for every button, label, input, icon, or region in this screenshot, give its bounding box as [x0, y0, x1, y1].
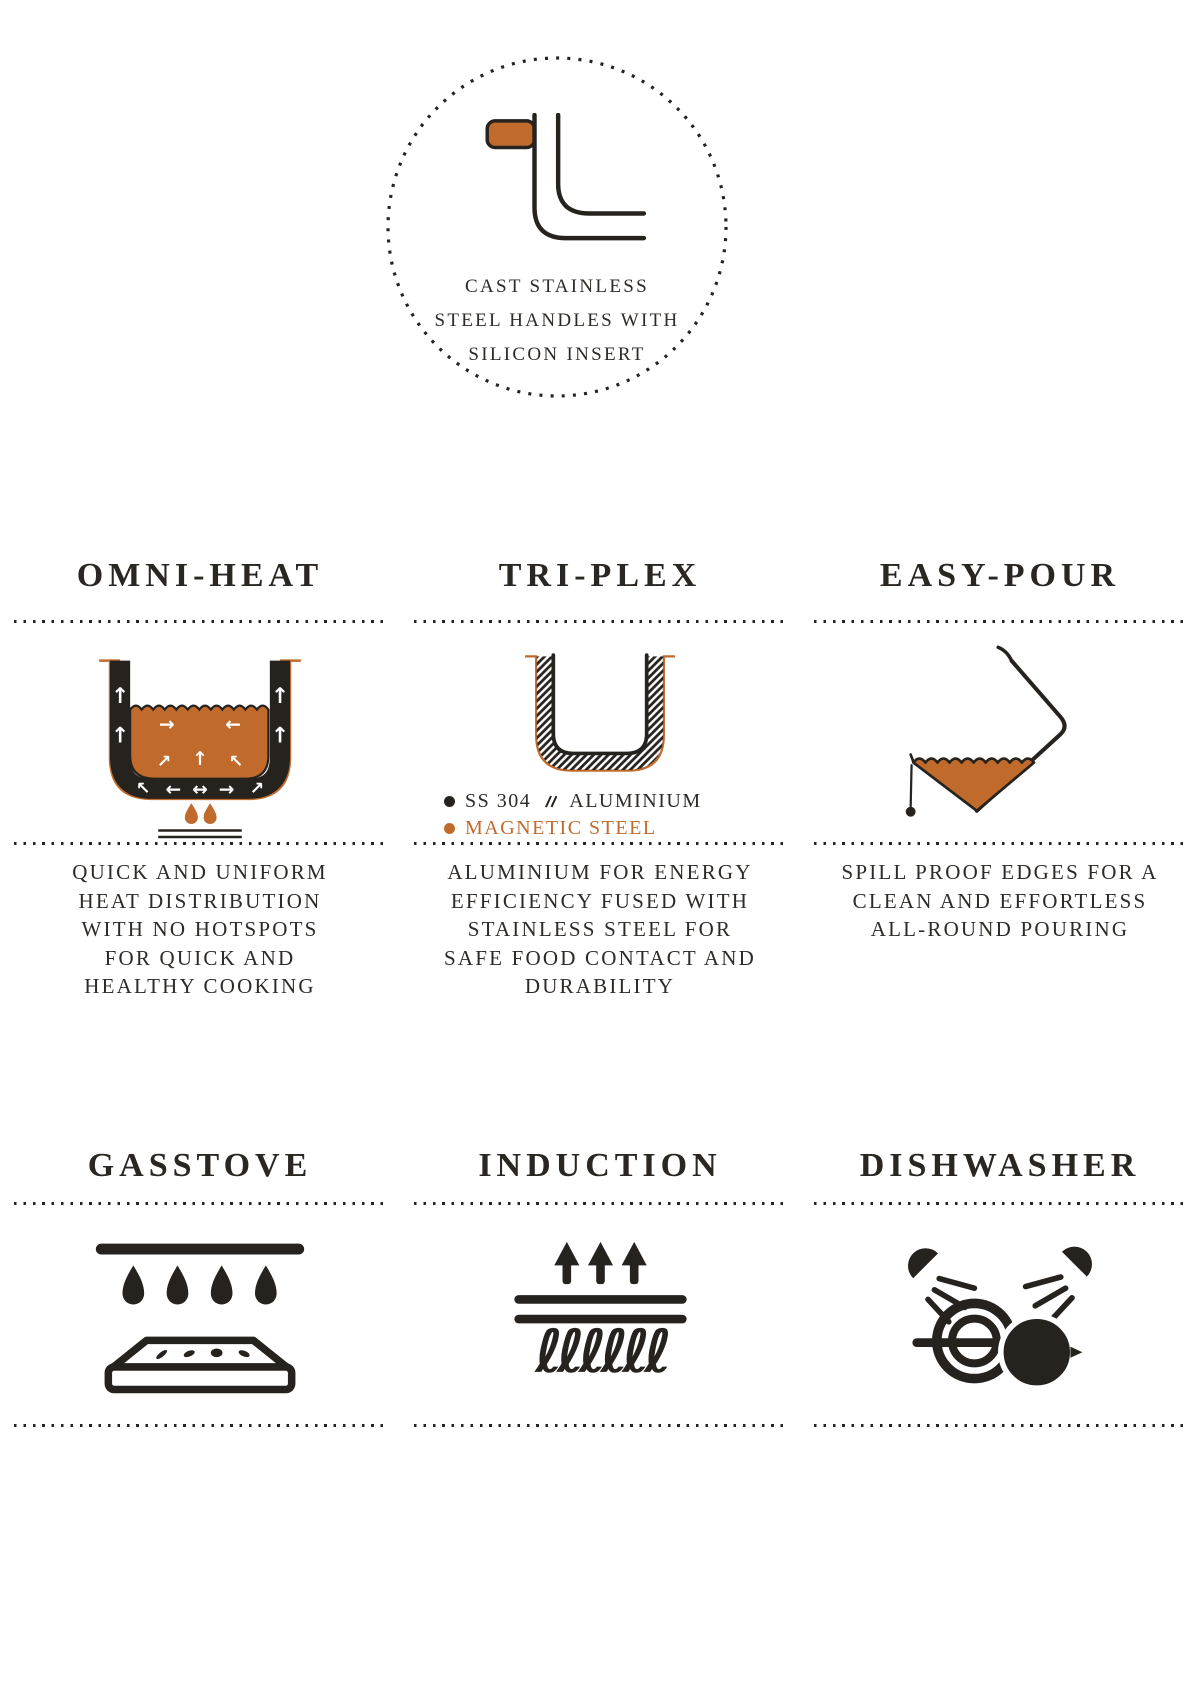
dotted-divider: [14, 842, 386, 845]
legend-label: ALUMINIUM: [569, 790, 702, 812]
description-line: QUICK AND UNIFORM: [72, 860, 328, 884]
svg-text:←: ←: [225, 714, 241, 736]
description-line: HEALTHY COOKING: [84, 974, 316, 998]
description-line: CLEAN AND EFFORTLESS: [852, 888, 1148, 913]
hero-caption-line: CAST STAINLESS: [465, 276, 649, 297]
hero-badge: [385, 55, 729, 399]
coil-loops: ℓℓℓℓℓℓ: [534, 1317, 666, 1387]
feature-induction: [400, 1146, 800, 1427]
plate-line: [514, 1295, 686, 1304]
right-spray-head: [1062, 1239, 1099, 1276]
left-spray-head: [901, 1241, 938, 1278]
feature-title-easy-pour: EASY-POUR: [879, 557, 1121, 594]
svg-text:↑: ↑: [192, 749, 208, 771]
hatch-mark-icon: [543, 795, 557, 808]
induction-coil-icon: [483, 1237, 718, 1394]
svg-text:←: ←: [165, 779, 182, 801]
feature-dishwasher: [800, 1146, 1200, 1427]
gas-burner-icon: [75, 1237, 325, 1412]
burner-top: [113, 1340, 286, 1367]
description-line: DURABILITY: [524, 974, 676, 998]
feature-omni-heat: [0, 556, 400, 1001]
description-line: SAFE FOOD CONTACT AND: [444, 945, 756, 970]
stove-lines: [158, 831, 242, 837]
tri-plex-pot-icon: [494, 649, 706, 778]
dotted-divider: [14, 1424, 386, 1427]
svg-text:→: →: [218, 779, 235, 801]
liquid-shape: [913, 759, 1034, 811]
flame-drops: [185, 803, 217, 824]
legend-ss-aluminium: [444, 788, 702, 815]
feature-title-induction: INDUCTION: [478, 1147, 722, 1184]
dotted-divider: [414, 1424, 786, 1427]
drip-line: [911, 765, 912, 806]
plate-solid: [1001, 1316, 1073, 1388]
hero-caption-line: SILICON INSERT: [468, 344, 646, 365]
feature-description: [72, 858, 328, 1001]
feature-tri-plex: [400, 556, 800, 1001]
features-row-2: [0, 1146, 1200, 1427]
hero-content: [385, 55, 729, 399]
orange-dot-icon: [444, 823, 455, 834]
feature-title-omni-heat: OMNI-HEAT: [76, 557, 324, 594]
easy-pour-icon-area: [814, 623, 1186, 842]
gas-flames: [123, 1265, 277, 1304]
svg-text:↗: ↗: [249, 778, 265, 799]
dotted-divider: [414, 842, 786, 845]
svg-text:↔: ↔: [192, 779, 208, 801]
pan-handle-icon: [484, 113, 652, 246]
tri-plex-icon-area: [414, 623, 786, 842]
svg-text:↑: ↑: [270, 684, 289, 710]
hero-caption: [434, 270, 679, 372]
dotted-divider: [814, 842, 1186, 845]
svg-text:↑: ↑: [111, 684, 130, 710]
feature-title-tri-plex: TRI-PLEX: [498, 557, 702, 594]
description-line: FOR QUICK AND: [104, 945, 296, 970]
hero-caption-line: STEEL HANDLES WITH: [434, 310, 680, 331]
description-line: STAINLESS STEEL FOR: [467, 917, 733, 941]
description-line: EFFICIENCY FUSED WITH: [450, 888, 750, 913]
material-legend: [444, 788, 702, 842]
feature-title-dishwasher: DISHWASHER: [859, 1147, 1141, 1184]
description-line: ALL-ROUND POURING: [870, 917, 1130, 941]
svg-text:↖: ↖: [228, 752, 244, 773]
feature-easy-pour: [800, 556, 1200, 1001]
induction-icon-area: [414, 1205, 786, 1424]
feature-description: [841, 858, 1158, 944]
svg-text:↑: ↑: [270, 723, 289, 749]
dishwasher-spray-icon: [880, 1229, 1120, 1405]
description-line: ALUMINIUM FOR ENERGY: [447, 860, 753, 884]
burner-base: [108, 1367, 291, 1390]
silicon-insert-shape: [487, 121, 534, 148]
description-line: WITH NO HOTSPOTS: [81, 917, 319, 941]
pan-bottom-bar: [96, 1244, 304, 1255]
black-dot-icon: [444, 796, 455, 807]
stainless-steel-layer: [553, 655, 646, 753]
omni-heat-pot-icon: [92, 649, 308, 840]
feature-description: [444, 858, 756, 1001]
legend-label: MAGNETIC STEEL: [465, 817, 657, 839]
aluminium-layer: [545, 656, 656, 762]
gasstove-icon-area: [14, 1205, 386, 1424]
plate-edge-tip: [1070, 1347, 1082, 1358]
feature-title-gasstove: GASSTOVE: [87, 1147, 313, 1184]
features-row-1: [0, 556, 1200, 1001]
description-line: SPILL PROOF EDGES FOR A: [841, 860, 1159, 884]
feature-gasstove: [0, 1146, 400, 1427]
omni-heat-icon-area: [14, 623, 386, 842]
legend-magnetic-steel: [444, 815, 702, 842]
svg-text:↗: ↗: [156, 752, 172, 773]
up-arrows: [554, 1242, 646, 1284]
dotted-divider: [814, 1424, 1186, 1427]
drip-drop: [906, 807, 916, 817]
legend-label: SS 304: [465, 790, 532, 812]
svg-text:→: →: [159, 714, 175, 736]
description-line: HEAT DISTRIBUTION: [78, 888, 322, 913]
pouring-pan-icon: [866, 631, 1134, 837]
dishwasher-icon-area: [814, 1205, 1186, 1424]
svg-text:↖: ↖: [135, 778, 151, 799]
svg-text:↑: ↑: [111, 723, 130, 749]
